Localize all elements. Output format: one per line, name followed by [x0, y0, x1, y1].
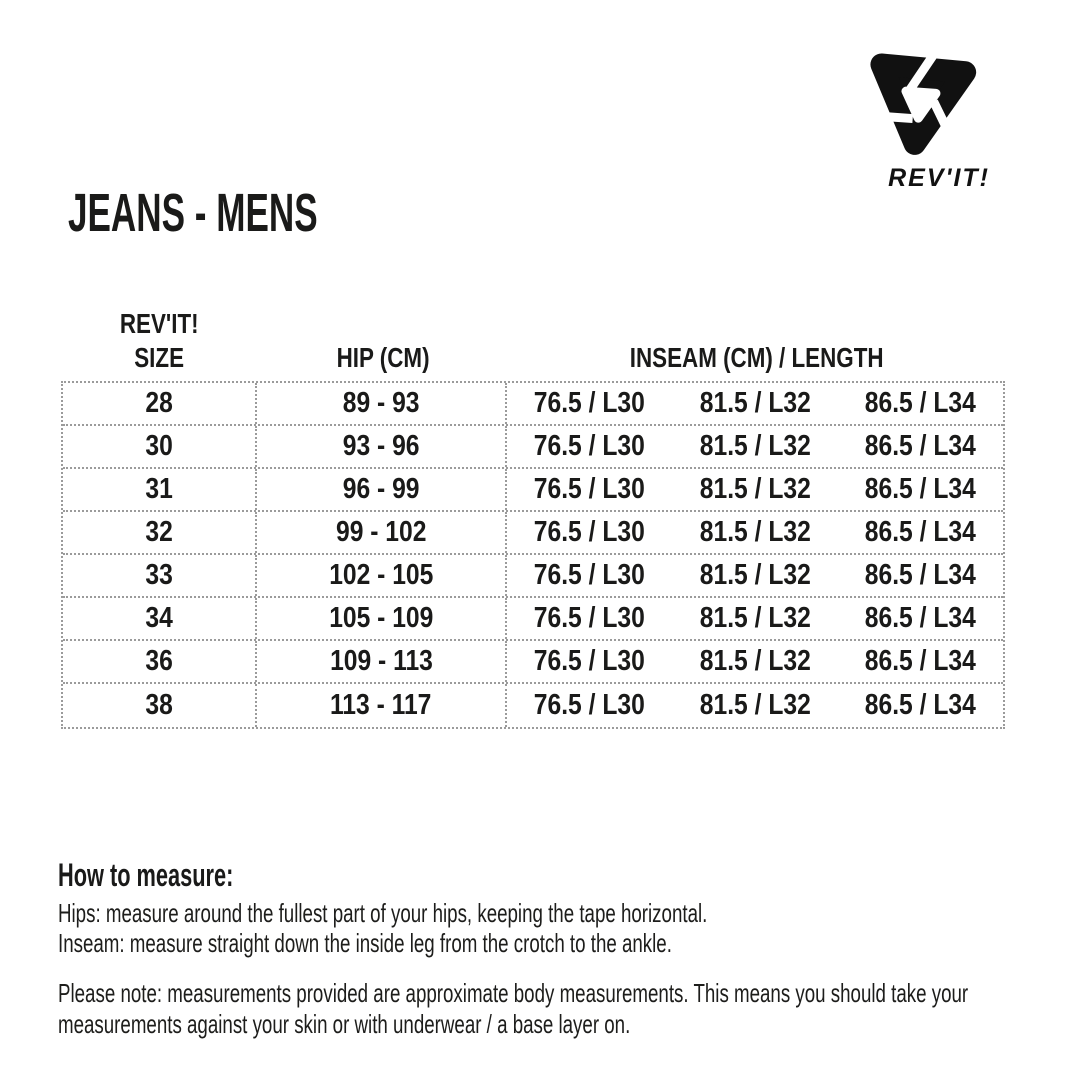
inseam-l32-cell: 81.5 / L32: [699, 559, 811, 591]
inseam-l30-cell: 76.5 / L30: [534, 689, 646, 721]
hip-cell: 99 - 102: [257, 512, 507, 553]
inseam-l32-cell: 81.5 / L32: [699, 516, 811, 548]
size-cell: 31: [63, 469, 257, 510]
hip-cell: 89 - 93: [257, 383, 507, 424]
brand-wordmark: REV'IT!: [888, 164, 990, 192]
inseam-l30-cell: 76.5 / L30: [534, 645, 646, 677]
hip-cell: 102 - 105: [257, 555, 507, 596]
hip-cell: 109 - 113: [257, 641, 507, 682]
inseam-instruction: Inseam: measure straight down the inside leg from the crotch to the ankle.: [58, 928, 672, 958]
note-line: measurements against your skin or with underwear / a base layer on.: [58, 1009, 631, 1039]
inseam-l34-cell: 86.5 / L34: [864, 645, 976, 677]
table-row: [63, 684, 1003, 727]
size-cell: 33: [63, 555, 257, 596]
table-row: [63, 641, 1003, 684]
header-hip: HIP (CM): [336, 342, 430, 373]
inseam-l30-cell: 76.5 / L30: [534, 559, 646, 591]
inseam-l30-cell: 76.5 / L30: [534, 602, 646, 634]
inseam-l34-cell: 86.5 / L34: [864, 473, 976, 505]
header-size: REV'IT! SIZE: [119, 308, 199, 373]
inseam-l34-cell: 86.5 / L34: [864, 516, 976, 548]
hip-cell: 105 - 109: [257, 598, 507, 639]
measurement-note: [58, 978, 1080, 1040]
size-cell: 36: [63, 641, 257, 682]
inseam-l34-cell: 86.5 / L34: [864, 602, 976, 634]
table-row: [63, 426, 1003, 469]
inseam-l34-cell: 86.5 / L34: [864, 689, 976, 721]
hip-cell: 113 - 117: [257, 684, 507, 727]
size-cell: 30: [63, 426, 257, 467]
inseam-l32-cell: 81.5 / L32: [699, 387, 811, 419]
table-row: [63, 512, 1003, 555]
size-cell: 38: [63, 684, 257, 727]
table-row: [63, 383, 1003, 426]
how-to-measure-heading: How to measure:: [58, 857, 234, 893]
size-cell: 28: [63, 383, 257, 424]
table-row: [63, 555, 1003, 598]
inseam-l34-cell: 86.5 / L34: [864, 387, 976, 419]
inseam-l30-cell: 76.5 / L30: [534, 430, 646, 462]
inseam-l30-cell: 76.5 / L30: [534, 473, 646, 505]
revit-triangle-logo-icon: [856, 52, 980, 164]
size-cell: 32: [63, 512, 257, 553]
inseam-l32-cell: 81.5 / L32: [699, 430, 811, 462]
inseam-l32-cell: 81.5 / L32: [699, 645, 811, 677]
table-row: [63, 598, 1003, 641]
note-line: Please note: measurements provided are approximate body measurements. This means you should take your: [58, 978, 969, 1008]
page-title: JEANS - MENS: [68, 183, 318, 243]
inseam-l34-cell: 86.5 / L34: [864, 430, 976, 462]
measure-instructions: [58, 898, 960, 958]
table-row: [63, 469, 1003, 512]
inseam-l34-cell: 86.5 / L34: [864, 559, 976, 591]
inseam-l32-cell: 81.5 / L32: [699, 473, 811, 505]
hip-cell: 93 - 96: [257, 426, 507, 467]
hips-instruction: Hips: measure around the fullest part of your hips, keeping the tape horizontal.: [58, 898, 708, 928]
size-chart-table: [61, 381, 1005, 729]
size-chart-header-row: [61, 296, 1005, 379]
inseam-l30-cell: 76.5 / L30: [534, 516, 646, 548]
hip-cell: 96 - 99: [257, 469, 507, 510]
inseam-l30-cell: 76.5 / L30: [534, 387, 646, 419]
inseam-l32-cell: 81.5 / L32: [699, 602, 811, 634]
header-inseam: INSEAM (CM) / LENGTH: [630, 342, 884, 373]
inseam-l32-cell: 81.5 / L32: [699, 689, 811, 721]
size-cell: 34: [63, 598, 257, 639]
